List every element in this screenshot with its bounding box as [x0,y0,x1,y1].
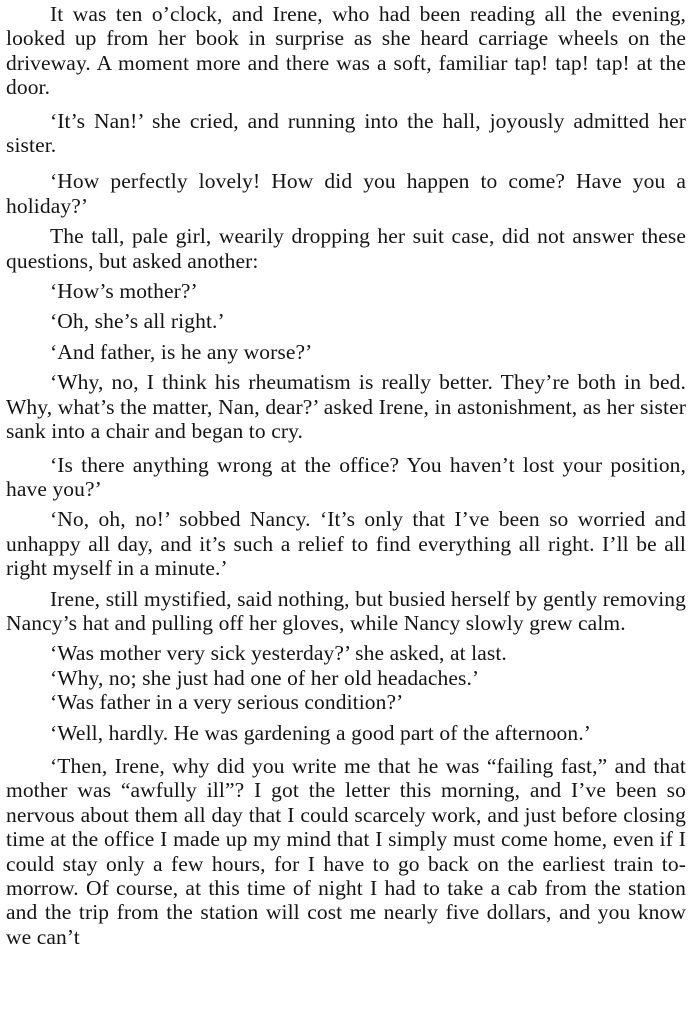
paragraph-hows-mother: ‘How’s mother?’ [50,279,198,304]
paragraph-rheumatism: ‘Why, no, I think his rheumatism is really better. They’re both in bed. Why, what’s the matter, Nan, dear?’ asked Irene, in astonishment, as her sister sank into a chair and began to cry. [6,370,686,444]
paragraph-opening: It was ten o’clock, and Irene, who had been reading all the evening, looked up from her book in surprise as she heard carriage wheels on the driveway. A moment more and there was a soft, familiar tap! tap! tap! at the door. [6,2,686,100]
paragraph-shes-all-right: ‘Oh, she’s all right.’ [50,309,225,334]
book-page [6,0,686,1023]
paragraph-father-serious: ‘Was father in a very serious condition?’ [50,690,404,715]
paragraph-how-lovely: ‘How perfectly lovely! How did you happen to come? Have you a holiday?’ [6,169,686,218]
paragraph-its-nan: ‘It’s Nan!’ she cried, and running into the hall, joyously admitted her sister. [6,108,686,158]
paragraph-sobbed-nancy: ‘No, oh, no!’ sobbed Nancy. ‘It’s only that I’ve been so worried and unhappy all day, and it’s such a relief to find everything all right. I’ll be all right myself in a minute.’ [6,507,686,581]
paragraph-old-headaches: ‘Why, no; she just had one of her old headaches.’ [50,665,480,690]
paragraph-why-write: ‘Then, Irene, why did you write me that he was “failing fast,” and that mother was “awfully ill”? I got the letter this morning, and I’ve been so nervous about them all day that I could scarcely work, and just before closing time at the office I made up my mind that I simply must come home, even if I could stay only a few hours, for I have to go back on the earliest train to-morrow. Of course, at this time of night I had to take a cab from the station and the trip from the station will cost me nearly five dollars, and you know we can’t [6,753,686,949]
paragraph-office: ‘Is there anything wrong at the office? You haven’t lost your position, have you?’ [6,452,686,501]
paragraph-tall-pale-girl: The tall, pale girl, wearily dropping her suit case, did not answer these questions, but asked another: [6,224,686,273]
paragraph-gardening: ‘Well, hardly. He was gardening a good part of the afternoon.’ [50,720,591,745]
paragraph-mother-sick: ‘Was mother very sick yesterday?’ she asked, at last. [50,641,507,666]
paragraph-irene-mystified: Irene, still mystified, said nothing, but busied herself by gently removing Nancy’s hat and pulling off her gloves, while Nancy slowly grew calm. [6,586,686,635]
paragraph-and-father: ‘And father, is he any worse?’ [50,339,313,364]
